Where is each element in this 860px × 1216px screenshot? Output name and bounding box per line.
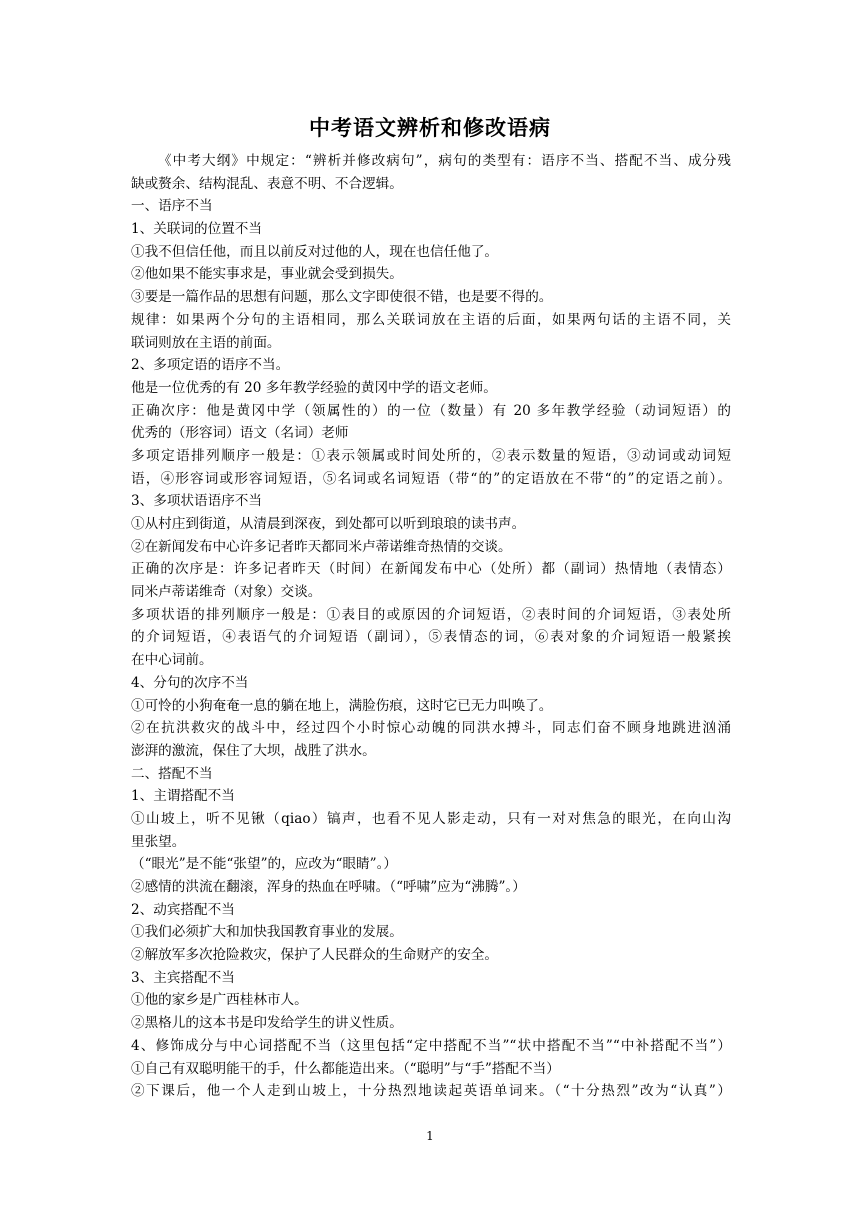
- text-line: ①从村庄到街道，从清晨到深夜，到处都可以听到琅琅的读书声。: [131, 516, 526, 532]
- text-line: 4、分句的次序不当: [131, 674, 249, 691]
- text-line: ②他如果不能实事求是，事业就会受到损失。: [131, 266, 403, 283]
- text-line: 3、多项状语语序不当: [131, 493, 262, 510]
- text-line: 正确的次序是：许多记者昨天（时间）在新闻发布中心（处所）都（副词）热情地（表情态）: [131, 561, 731, 578]
- text-line: ②在抗洪救灾的战斗中，经过四个小时惊心动魄的同洪水搏斗，同志们奋不顾身地跳进汹涌: [131, 720, 731, 737]
- text-line: 4、修饰成分与中心词搭配不当（这里包括“定中搭配不当”“状中搭配不当”“中补搭配不当”）: [131, 1037, 731, 1054]
- text-line: 多项定语排列顺序一般是：①表示领属或时间处所的，②表示数量的短语，③动词或动词短: [131, 447, 731, 464]
- text-line: ②下课后，他一个人走到山坡上，十分热烈地读起英语单词来。（“十分热烈”改为“认真”）: [131, 1083, 731, 1100]
- text-line: ③要是一篇作品的思想有问题，那么文字即使很不错，也是要不得的。: [131, 289, 553, 306]
- text-line: 3、主宾搭配不当: [131, 969, 235, 986]
- text-line: ②感情的洪流在翻滚，浑身的热血在呼啸。（“呼啸”应为“沸腾”。）: [131, 879, 526, 895]
- text-line: 二、搭配不当: [131, 765, 213, 782]
- text-line: 《中考大纲》中规定：“辨析并修改病句”，病句的类型有：语序不当、搭配不当、成分残: [158, 153, 731, 169]
- text-line: 多项状语的排列顺序一般是：①表目的或原因的介词短语，②表时间的介词短语，③表处所: [131, 606, 731, 623]
- text-line: 的介词短语，④表语气的介词短语（副词），⑤表情态的词，⑥表对象的介词短语一般紧挨: [131, 629, 731, 646]
- text-line: 同米卢蒂诺维奇（对象）交谈。: [131, 584, 322, 601]
- document-body: [131, 150, 731, 1103]
- text-line: 里张望。: [131, 833, 186, 850]
- text-line: ①可怜的小狗奄奄一息的躺在地上，满脸伤痕，这时它已无力叫唤了。: [131, 697, 553, 714]
- text-line: ①山坡上，听不见锹（qiao）镐声，也看不见人影走动，只有一对对焦急的眼光，在向山沟: [131, 810, 731, 827]
- text-line: 1、关联词的位置不当: [131, 221, 262, 238]
- text-line: （“眼光”是不能“张望”的，应改为“眼睛”。）: [131, 856, 397, 873]
- text-line: ②黑格儿的这本书是印发给学生的讲义性质。: [131, 1015, 403, 1032]
- text-line: 正确次序：他是黄冈中学（领属性的）的一位（数量）有 20 多年教学经验（动词短语）的: [131, 402, 731, 419]
- text-line: 2、多项定语的语序不当。: [131, 357, 290, 374]
- text-line: 2、动宾搭配不当: [131, 901, 235, 918]
- text-line: ①自己有双聪明能干的手，什么都能造出来。（“聪明”与“手”搭配不当）: [131, 1060, 560, 1077]
- text-line: ①我们必须扩大和加快我国教育事业的发展。: [131, 924, 403, 941]
- text-line: ②在新闻发布中心许多记者昨天都同米卢蒂诺维奇热情的交谈。: [131, 538, 512, 555]
- text-line: 在中心词前。: [131, 652, 213, 669]
- text-line: 一、语序不当: [131, 198, 213, 215]
- page-number: 1: [426, 1129, 434, 1143]
- text-line: ①他的家乡是广西桂林市人。: [131, 992, 308, 1009]
- text-line: 他是一位优秀的有 20 多年教学经验的黄冈中学的语文老师。: [131, 379, 497, 396]
- text-line: 缺或赘余、结构混乱、表意不明、不合逻辑。: [131, 175, 403, 192]
- page-title: 中考语文辨析和修改语病: [309, 115, 551, 140]
- text-line: ②解放军多次抢险救灾，保护了人民群众的生命财产的安全。: [131, 947, 499, 964]
- text-line: 联词则放在主语的前面。: [131, 334, 281, 351]
- text-line: 语，④形容词或形容词短语，⑤名词或名词短语（带“的”的定语放在不带“的”的定语之前）。: [131, 470, 731, 487]
- text-line: ①我不但信任他，而且以前反对过他的人，现在也信任他了。: [131, 243, 499, 260]
- text-line: 规律：如果两个分句的主语相同，那么关联词放在主语的后面，如果两句话的主语不同，关: [131, 311, 731, 328]
- text-line: 1、主谓搭配不当: [131, 788, 235, 805]
- text-line: 优秀的（形容词）语文（名词）老师: [131, 425, 349, 442]
- text-line: 澎湃的激流，保住了大坝，战胜了洪水。: [131, 742, 376, 759]
